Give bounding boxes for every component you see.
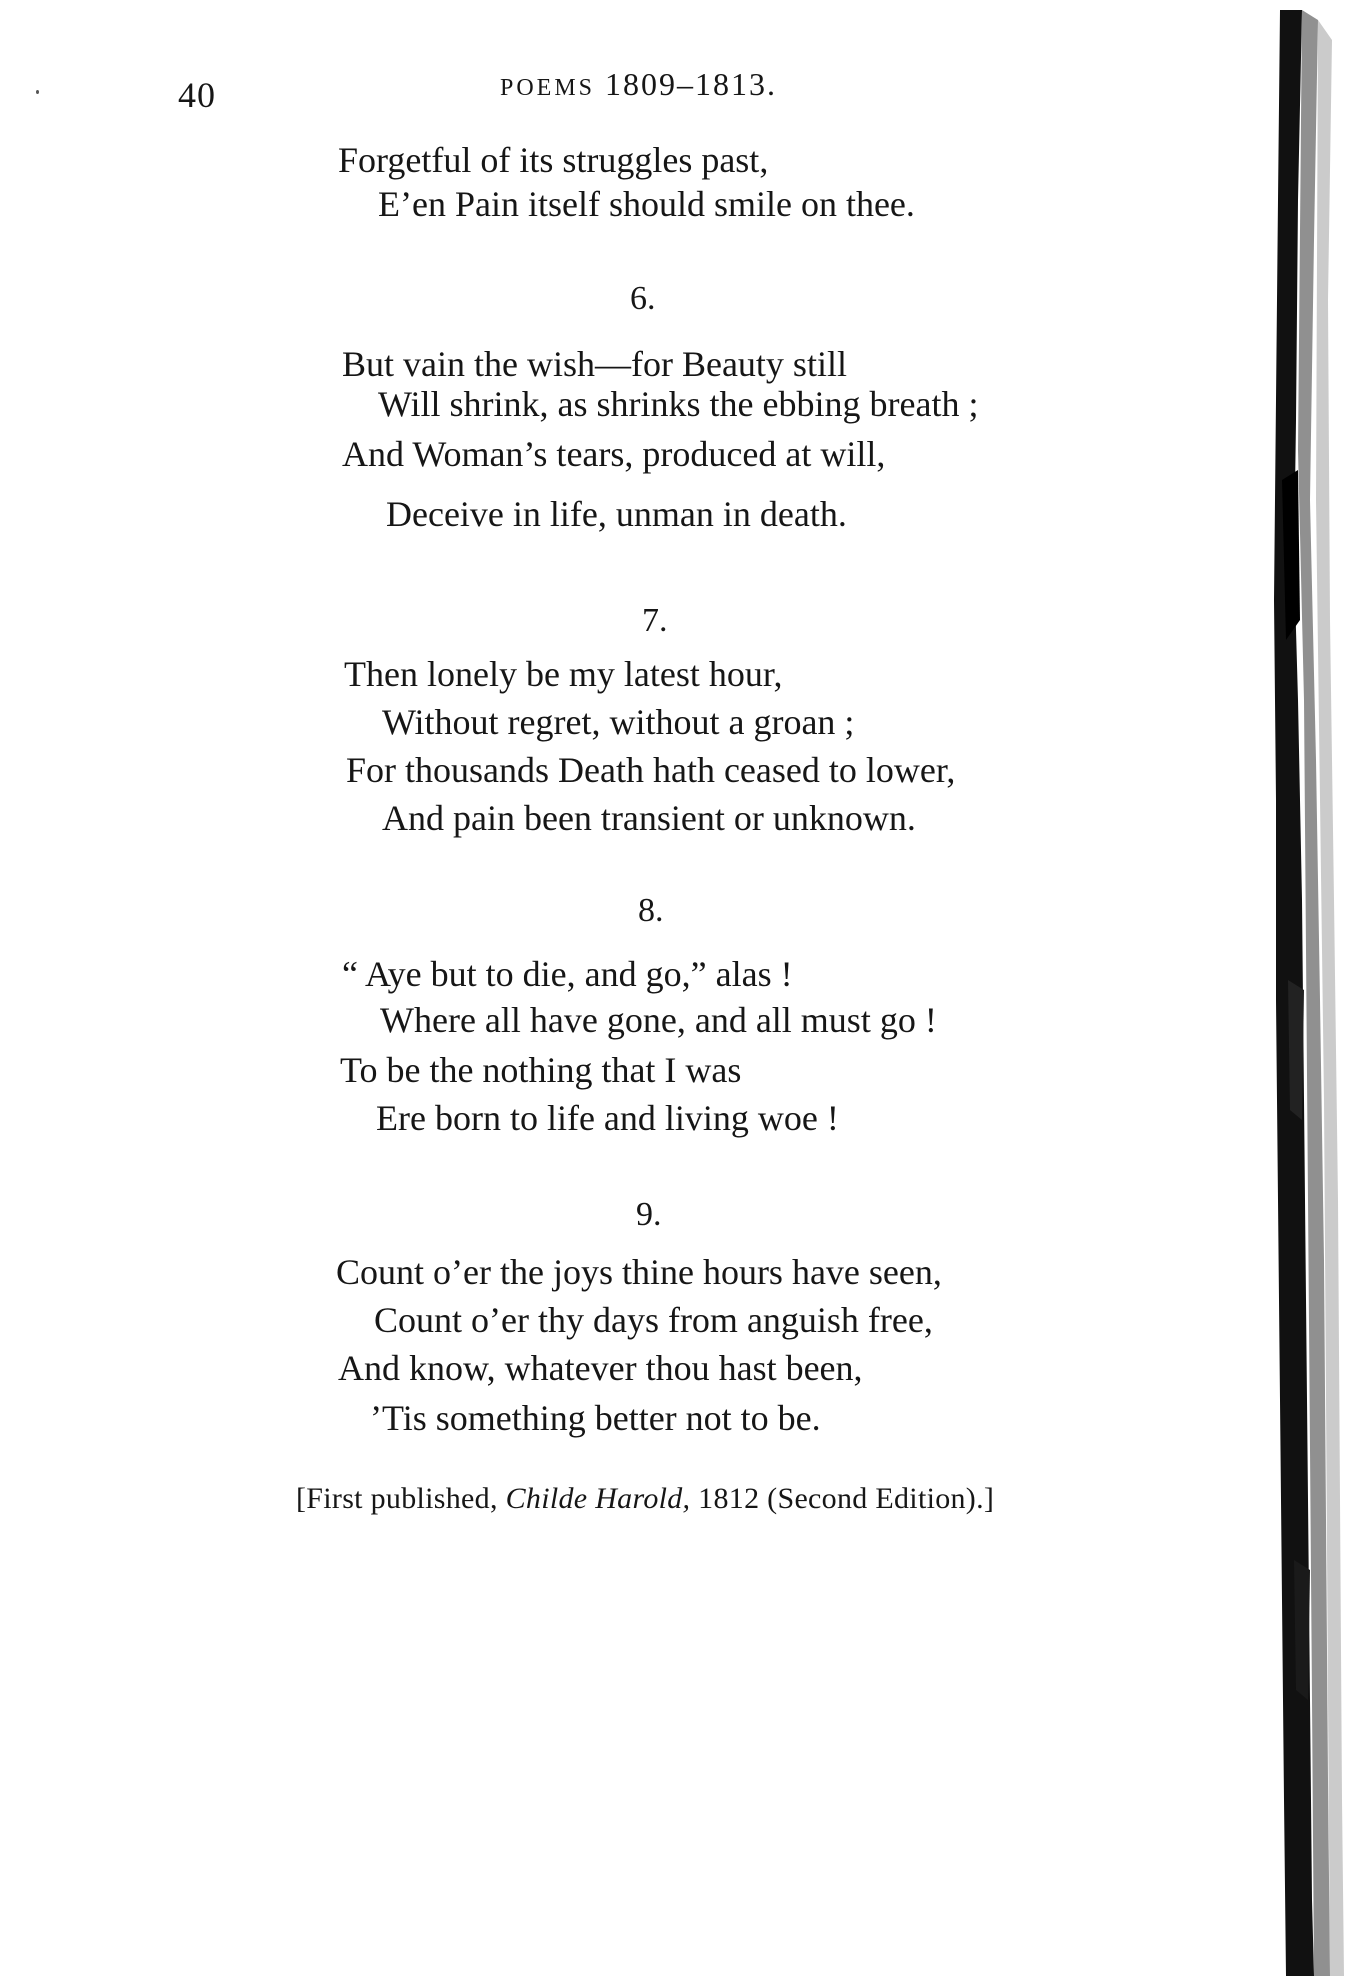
publication-note-suffix: 1812 (Second Edition).] [698, 1482, 995, 1515]
running-head-prefix: POEMS [500, 75, 596, 101]
poem-line: Forgetful of its struggles past, [338, 140, 769, 180]
scan-binding-edge [1268, 0, 1354, 1976]
poem-line: Without regret, without a groan ; [382, 702, 855, 742]
stanza-number: 9. [636, 1196, 662, 1233]
poem-line: Will shrink, as shrinks the ebbing breath ; [378, 384, 979, 424]
poem-line: Deceive in life, unman in death. [386, 494, 847, 534]
poem-line: Then lonely be my latest hour, [344, 654, 783, 694]
poem-line: ’Tis something better not to be. [370, 1398, 821, 1438]
poem-line: For thousands Death hath ceased to lower, [346, 750, 956, 790]
poem-line: E’en Pain itself should smile on thee. [378, 184, 915, 224]
running-head [500, 66, 777, 103]
poem-line: Count o’er the joys thine hours have seen, [336, 1252, 942, 1292]
publication-note-title: Childe Harold, [505, 1482, 691, 1515]
poem-line: “ Aye but to die, and go,” alas ! [342, 954, 793, 994]
poem-line: And know, whatever thou hast been, [338, 1348, 863, 1388]
scan-speck [36, 90, 39, 94]
poem-line: But vain the wish—for Beauty still [342, 344, 847, 384]
stanza-number: 6. [630, 280, 656, 317]
poem-line: To be the nothing that I was [340, 1050, 742, 1090]
poem-line: And Woman’s tears, produced at will, [342, 434, 886, 474]
publication-note-prefix: [First published, [296, 1482, 498, 1515]
running-head-years: 1809–1813. [605, 66, 778, 102]
stanza-number: 8. [638, 892, 664, 929]
publication-note [296, 1482, 994, 1516]
page-number: 40 [178, 75, 216, 115]
stanza-number: 7. [642, 602, 668, 639]
poem-line: And pain been transient or unknown. [382, 798, 916, 838]
poem-line: Count o’er thy days from anguish free, [374, 1300, 933, 1340]
poem-line: Where all have gone, and all must go ! [380, 1000, 937, 1040]
poem-line: Ere born to life and living woe ! [376, 1098, 839, 1138]
